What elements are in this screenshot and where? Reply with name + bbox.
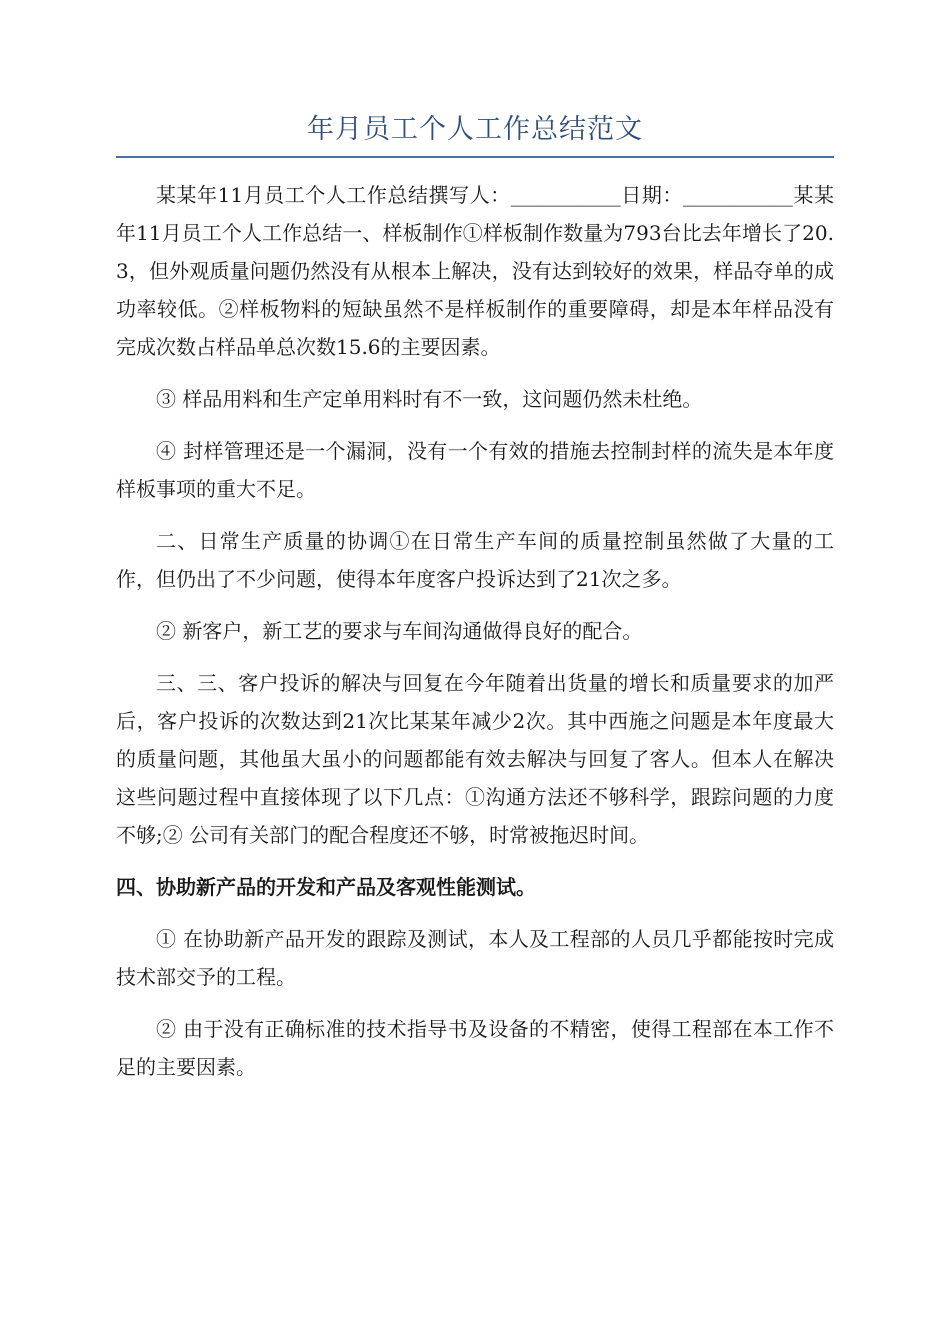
paragraph-new-customer: ② 新客户，新工艺的要求与车间沟通做得良好的配合。 [156, 619, 643, 643]
paragraph-engineering-shortfall: ② 由于没有正确标准的技术指导书及设备的不精密，使得工程部在本工作不足的主要因素。 [116, 1017, 834, 1079]
title-underline [116, 156, 834, 158]
paragraph-new-product-testing: ① 在协助新产品开发的跟踪及测试，本人及工程部的人员几乎都能按时完成技术部交予的工程。 [116, 927, 834, 989]
paragraph-seal-sample: ④ 封样管理还是一个漏洞，没有一个有效的措施去控制封样的流失是本年度样板事项的重大不足。 [116, 439, 834, 501]
document-page [116, 108, 834, 1100]
paragraph-customer-complaints: 三、三、客户投诉的解决与回复在今年随着出货量的增长和质量要求的加严后，客户投诉的次数达到21次比某某年减少2次。其中西施之问题是本年度最大的质量问题，其他虽大虽小的问题都能有效去解决与回复了客人。但本人在解决这些问题过程中直接体现了以下几点：①沟通方法还不够科学，跟踪问题的力度不够;② 公司有关部门的配合程度还不够，时常被拖迟时间。 [116, 671, 834, 847]
paragraph-sample-material: ③ 样品用料和生产定单用料时有不一致，这问题仍然未杜绝。 [156, 387, 703, 411]
document-title: 年月员工个人工作总结范文 [307, 114, 643, 145]
paragraph-production-quality: 二、日常生产质量的协调①在日常生产车间的质量控制虽然做了大量的工作，但仍出了不少问题，使得本年度客户投诉达到了21次之多。 [116, 529, 834, 591]
paragraph-intro-sample-making: 某某年11月员工个人工作总结撰写人：___________日期：___________某某年11月员工个人工作总结一、样板制作①样板制作数量为793台比去年增长了20.3，但外观质量问题仍然没有从根本上解决，没有达到较好的效果，样品夺单的成功率较低。②样板物料的短缺虽然不是样板制作的重要障碍，却是本年样品没有完成次数占样品单总次数15.6的主要因素。 [116, 183, 834, 359]
section-heading-new-product: 四、协助新产品的开发和产品及客观性能测试。 [116, 875, 536, 899]
